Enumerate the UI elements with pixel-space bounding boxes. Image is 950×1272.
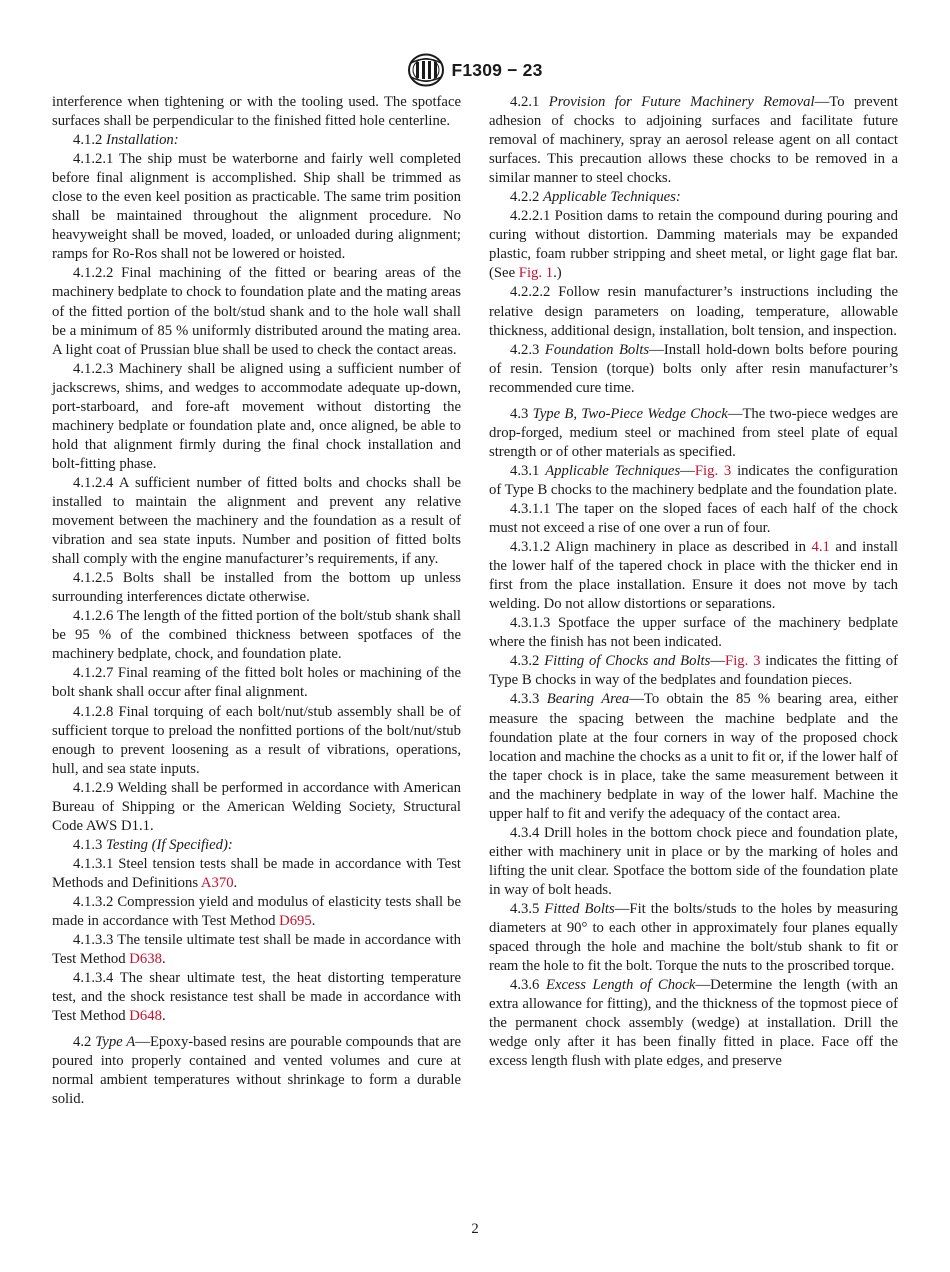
paragraph: 4.3.4 Drill holes in the bottom chock piece and foundation plate, either with machinery unit in place or by the marking of holes and lifting the unit clear. Spotface the bottom side of the foundation plate in way of bolt heads. [489, 824, 898, 898]
paragraph: 4.3.3 Bearing Area—To obtain the 85 % bearing area, either measure the spacing between the machine bedplate and the foundation plate at the four corners in way of the proposed chock location and machine the chocks as a unit to fit or, if the lower half of the taper chock is in place, take the same measurement between it and the machinery bedplate in way of the lower half. Machine the upper half to fit and verify the adequacy of the contact area. [489, 691, 899, 822]
figure-link[interactable]: Fig. 3 [725, 653, 761, 670]
paragraph: 4.1.2.4 A sufficient number of fitted bolts and chocks shall be installed to maintain the alignment and prevent any relative movement between the machinery and the foundation as a result of vibration and sea state inputs. Number and position of fitted bolts shall comply with the engine manufacturer’s requirements, if any. [52, 474, 461, 568]
paragraph: 4.1.3.1 Steel tension tests shall be made in accordance with Test Methods and Definitions A370. [52, 855, 461, 891]
paragraph: 4.2.2.1 Position dams to retain the compound during pouring and curing without distortion. Damming materials may be expanded plastic, foam rubber stripping and sheet metal, or light gage flat bar. (See Fig. 1.) [489, 208, 898, 282]
paragraph: 4.3.1.1 The taper on the sloped faces of each half of the chock must not exceed a rise of one over a run of four. [489, 500, 898, 537]
paragraph: 4.1.2.1 The ship must be waterborne and fairly well completed before final alignment is accomplished. Ship shall be trimmed as close to the even keel position as practicable. The same trim position shall be maintained throughout the alignment procedure. No heavyweight shall be moved, loaded, or unloaded during alignment; ramps for Ro-Ros shall not be lowered or hoisted. [52, 151, 461, 263]
paragraph: 4.1.3.3 The tensile ultimate test shall be made in accordance with Test Method D638. [52, 932, 461, 968]
paragraph: 4.1.2.9 Welding shall be performed in accordance with American Bureau of Shipping or the American Welding Society, Structural Code AWS D1.1. [52, 779, 461, 834]
astm-logo-icon [407, 53, 445, 87]
paragraph: 4.1.3.2 Compression yield and modulus of elasticity tests shall be made in accordance with Test Method D695. [52, 893, 461, 930]
paragraph: 4.1.2.3 Machinery shall be aligned using a sufficient number of jackscrews, shims, and wedges to accommodate adequate up-down, port-starboard, and fore-aft movement without distorting the machinery bedplate or foundation plate and, once aligned, be able to hold that alignment firmly during the final chock installation and bolt-fitting phase. [52, 360, 461, 472]
paragraph: 4.3.5 Fitted Bolts—Fit the bolts/studs to the holes by measuring diameters at 90° to each other in approximately four planes equally spaced through the hole and machine the bolt/stub shank to fit or ream the hole to fit the bolt. Torque the nuts to the proscribed torque. [489, 900, 899, 975]
paragraph: 4.1.2.7 Final reaming of the fitted bolt holes or machining of the bolt shank shall occur after final alignment. [52, 665, 461, 701]
figure-link[interactable]: Fig. 1 [518, 265, 554, 282]
section-link[interactable]: 4.1 [811, 539, 830, 556]
paragraph: 4.1.3.4 The shear ultimate test, the heat distorting temperature test, and the shock resistance test shall be made in accordance with Test Method D648. [52, 970, 461, 1025]
right-column [489, 93, 898, 1071]
paragraph: 4.1.2.2 Final machining of the fitted or bearing areas of the machinery bedplate to chock to foundation plate and the mating areas of the fitted portion of the bolt/stud shank and to the hole wall shall be a minimum of 85 % uniformly distributed around the mating area. A light coat of Prussian blue shall be used to check the contact areas. [52, 265, 461, 358]
section-heading: 4.1.3 Testing (If Specified): [73, 836, 233, 853]
page-header [0, 50, 950, 90]
paragraph: 4.3.1 Applicable Techniques—Fig. 3 indicates the configuration of Type B chocks to the machinery bedplate and the foundation plate. [489, 462, 898, 498]
reference-link[interactable]: D648 [129, 1008, 162, 1025]
paragraph: 4.3 Type B, Two-Piece Wedge Chock—The two-piece wedges are drop-forged, medium steel or machined from steel plate of equal strength or of other materials as specified. [489, 405, 899, 460]
paragraph: 4.2.3 Foundation Bolts—Install hold-down bolts before pouring of resin. Tension (torque) bolts only after resin manufacturer’s recommended cure time. [489, 341, 898, 396]
paragraph: 4.3.1.3 Spotface the upper surface of the machinery bedplate where the finish has not been indicated. [489, 615, 898, 651]
paragraph: interference when tightening or with the tooling used. The spotface surfaces shall be perpendicular to the finished fitted hole centerline. [52, 94, 461, 130]
paragraph: 4.2.1 Provision for Future Machinery Removal—To prevent adhesion of chocks to adjoining surfaces and facilitate future removal of machinery, spray an aerosol release agent on all contact surfaces. This precaution allows these chocks to be removed in a similar manner to steel chocks. [489, 94, 898, 187]
paragraph: 4.1.2.5 Bolts shall be installed from the bottom up unless surrounding interferences dictate otherwise. [52, 570, 461, 606]
paragraph: 4.1.2.6 The length of the fitted portion of the bolt/stub shank shall be 95 % of the combined thickness between spotfaces of the machinery bedplate, chock, and foundation plate. [52, 608, 461, 663]
figure-link[interactable]: Fig. 3 [694, 462, 732, 479]
paragraph: 4.2 Type A—Epoxy-based resins are pourable compounds that are poured into properly contained and vented volumes and cure at normal ambient temperatures without shrinkage to form a durable solid. [52, 1034, 462, 1108]
paragraph: 4.3.2 Fitting of Chocks and Bolts—Fig. 3 indicates the fitting of Type B chocks in way of the bedplates and foundation pieces. [489, 653, 899, 689]
paragraph: 4.3.1.2 Align machinery in place as described in 4.1 and install the lower half of the tapered chock in place with the thicker end in first from the place installation. Ensure it does not move by tach welding. Do not allow distortions or separations. [489, 539, 898, 613]
page-number: 2 [471, 1221, 479, 1237]
reference-link[interactable]: D695 [279, 913, 312, 930]
reference-link[interactable]: D638 [129, 951, 162, 968]
paragraph: 4.1.2.8 Final torquing of each bolt/nut/stub assembly shall be of sufficient torque to preload the nonfitted portions of the bolt/nut/stub enough to prevent loosening as a result of vibrations, operations, hull, and sea state inputs. [52, 703, 461, 777]
section-heading: 4.2.2 Applicable Techniques: [510, 189, 681, 206]
left-column [52, 93, 461, 1109]
paragraph: 4.2.2.2 Follow resin manufacturer’s instructions including the relative design parameters on loading, temperature, allowable thickness, additional design, installation, bolt tension, and inspection. [489, 284, 898, 339]
section-heading: 4.1.2 Installation: [73, 132, 179, 149]
document-id: F1309 − 23 [451, 59, 543, 80]
reference-link[interactable]: A370 [200, 874, 234, 891]
paragraph: 4.3.6 Excess Length of Chock—Determine the length (with an extra allowance for fitting), and the thickness of the topmost piece of the permanent chock assembly (wedge) at installation. Drill the wedge only after it has been finally fitted in place. Face off the excess length flush with plate edges, and preserve [489, 977, 898, 1070]
